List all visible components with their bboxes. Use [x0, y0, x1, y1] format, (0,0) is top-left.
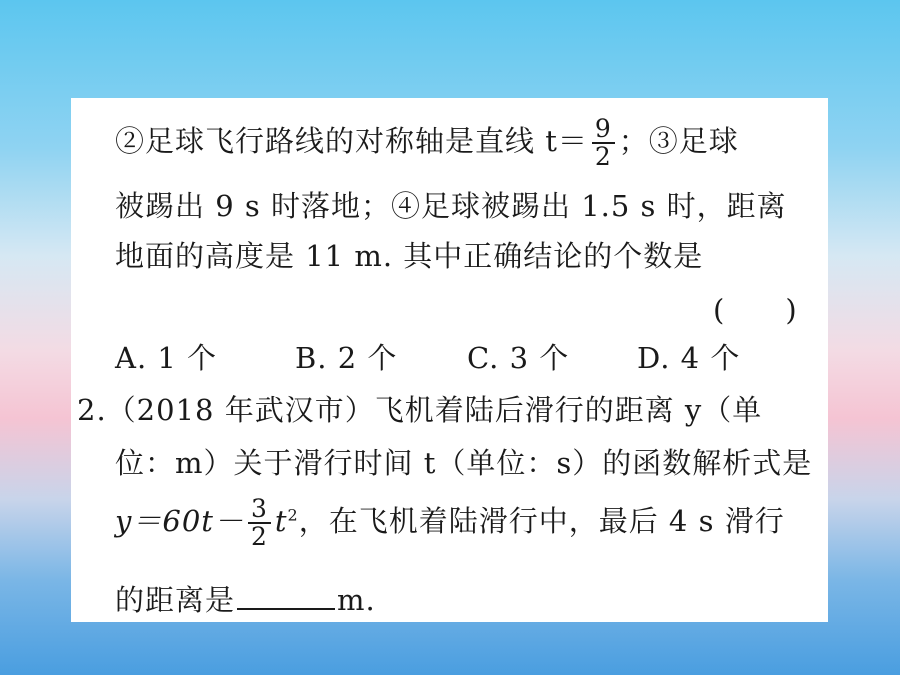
question-card	[71, 98, 828, 622]
option-b: B. 2 个	[295, 341, 398, 375]
fraction-numerator: 3	[248, 496, 271, 524]
q1-line-2: 被踢出 9 s 时落地；④足球被踢出 1.5 s 时，距离	[115, 189, 787, 223]
q1-line-1-text-b: ；③足球	[618, 124, 739, 158]
fraction-3-over-2	[248, 496, 271, 550]
q2-line-4	[115, 580, 376, 620]
answer-blank[interactable]	[237, 582, 335, 610]
formula-variable: t	[274, 504, 288, 538]
option-a: A. 1 个	[115, 341, 218, 375]
q2-line-1: 2.（2018 年武汉市）飞机着陆后滑行的距离 y（单	[77, 393, 763, 427]
fraction-numerator: 9	[592, 116, 615, 144]
q1-line-1	[115, 116, 739, 170]
formula-prefix: y＝60t－	[115, 504, 244, 538]
formula-exponent: 2	[287, 505, 299, 525]
q1-line-1-text-a: ②足球飞行路线的对称轴是直线 t＝	[115, 124, 588, 158]
q2-line-4-text-a: 的距离是	[115, 583, 236, 617]
q2-line-4-text-b: m.	[337, 583, 376, 617]
fraction-denominator: 2	[250, 522, 268, 551]
q1-line-3: 地面的高度是 11 m. 其中正确结论的个数是	[115, 239, 704, 273]
q2-line-3	[115, 496, 785, 550]
q2-line-2: 位：m）关于滑行时间 t（单位：s）的函数解析式是	[115, 446, 813, 480]
answer-parentheses: ( )	[713, 293, 798, 327]
fraction-9-over-2	[592, 116, 615, 170]
q1-options-row	[115, 338, 815, 378]
option-c: C. 3 个	[467, 341, 570, 375]
q2-line-3-rest: ，在飞机着陆滑行中，最后 4 s 滑行	[298, 504, 785, 538]
option-d: D. 4 个	[637, 341, 741, 375]
fraction-denominator: 2	[594, 142, 612, 171]
